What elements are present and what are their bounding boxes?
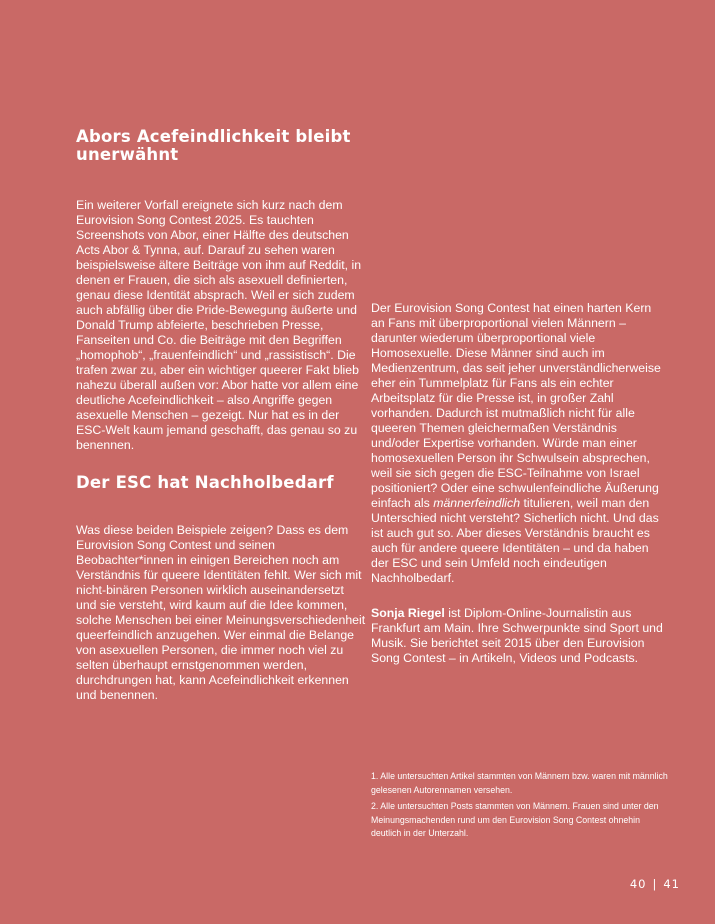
footnotes — [371, 770, 671, 844]
footnote-2: 2. Alle untersuchten Posts stammten von Männern. Frauen sind unter den Meinungsmachenden rund um den Eurovision Song Contest ohnehin deutlich in der Unterzahl. — [371, 801, 659, 838]
author-name: Sonja Riegel — [371, 606, 445, 620]
para-text-end: titulieren, weil man den Unterschied nicht versteht? Sicherlich nicht. Und das ist auch gut so. Aber dieses Verständnis braucht es auch für andere queere Identitäten – und da haben der ESC und sein Umfeld noch eindeutigen Nachholbedarf. — [371, 496, 659, 585]
section-heading-abors: Abors Acefeindlichkeit bleibt unerwähnt — [76, 127, 351, 164]
right-column — [371, 301, 666, 666]
body-paragraph-abor: Ein weiterer Vorfall ereignete sich kurz nach dem Eurovision Song Contest 2025. Es tauchten Screenshots von Abor, einer Hälfte des deutschen Acts Abor & Tynna, auf. Darauf zu sehen waren beispielsweise ältere Beiträge von ihm auf Reddit, in denen er Frauen, die sich als asexuell definierten, genau diese Identität absprach. Weil er sich zudem auch abfällig über die Pride-Bewegung äußerte und Donald Trump abfeierte, beschrieben Presse, Fanseiten und Co. die Beiträge mit den Begriffen „homophob“, „frauenfeindlich“ und „rassistisch“. Die trafen zwar zu, aber ein wichtiger queerer Fakt blieb nahezu überall außen vor: Abor hatte vor allem eine deutliche Acefeindlichkeit – also Angriffe gegen asexuelle Menschen – gezeigt. Nur hat es in der ESC-Welt kaum jemand geschafft, das genau so zu benennen. — [76, 198, 362, 452]
para-emphasis: männerfeindlich — [433, 496, 521, 510]
body-paragraph-fans — [371, 301, 666, 586]
section-heading-esc: Der ESC hat Nachholbedarf — [76, 473, 334, 492]
page-numbers — [630, 877, 680, 891]
footnote-1: 1. Alle untersuchten Artikel stammten von Männern bzw. waren mit männlich gelesenen Autorennamen versehen. — [371, 771, 668, 795]
author-bio-text: ist Diplom-Online-Journalistin aus Frankfurt am Main. Ihre Schwerpunkte sind Sport und Musik. Sie berichtet seit 2015 über den Eurovision Song Contest – in Artikeln, Videos und Podcasts. — [371, 606, 663, 665]
left-column — [76, 128, 366, 703]
page-number-separator: | — [652, 877, 658, 891]
body-paragraph-examples: Was diese beiden Beispiele zeigen? Dass es dem Eurovision Song Contest und seinen Beobachter*innen in einigen Bereichen noch am Verständnis für queere Identitäten fehlt. Wer sich mit nicht-binären Personen wirklich auseinandersetzt und sie versteht, wird kaum auf die Idee kommen, solche Menschen bei einer Meinungsverschiedenheit queerfeindlich anzugehen. Wer einmal die Belange von asexuellen Personen, die immer noch viel zu selten überhaupt ernstgenommen werden, durchdrungen hat, kann Acefeindlichkeit erkennen und benennen. — [76, 523, 366, 702]
author-bio — [371, 606, 666, 666]
para-text-start: Der Eurovision Song Contest hat einen harten Kern an Fans mit überproportional vielen Männern – darunter wiederum überproportional viele Homosexuelle. Diese Männer sind auch im Medienzentrum, das seit jeher unverständlicherweise eher ein Tummelplatz für Fans als ein echter Arbeitsplatz für die Presse ist, in großer Zahl vorhanden. Dadurch ist mutmaßlich nicht für alle queeren Themen gleichermaßen Verständnis und/oder Expertise vorhanden. Würde man einer homosexuellen Person ihr Schwulsein absprechen, weil sie sich gegen die ESC-Teilnahme von Israel positioniert? Oder eine schwulenfeindliche Äußerung einfach als — [371, 301, 661, 510]
page-number-left: 40 — [629, 877, 647, 891]
page-number-right: 41 — [663, 877, 680, 891]
